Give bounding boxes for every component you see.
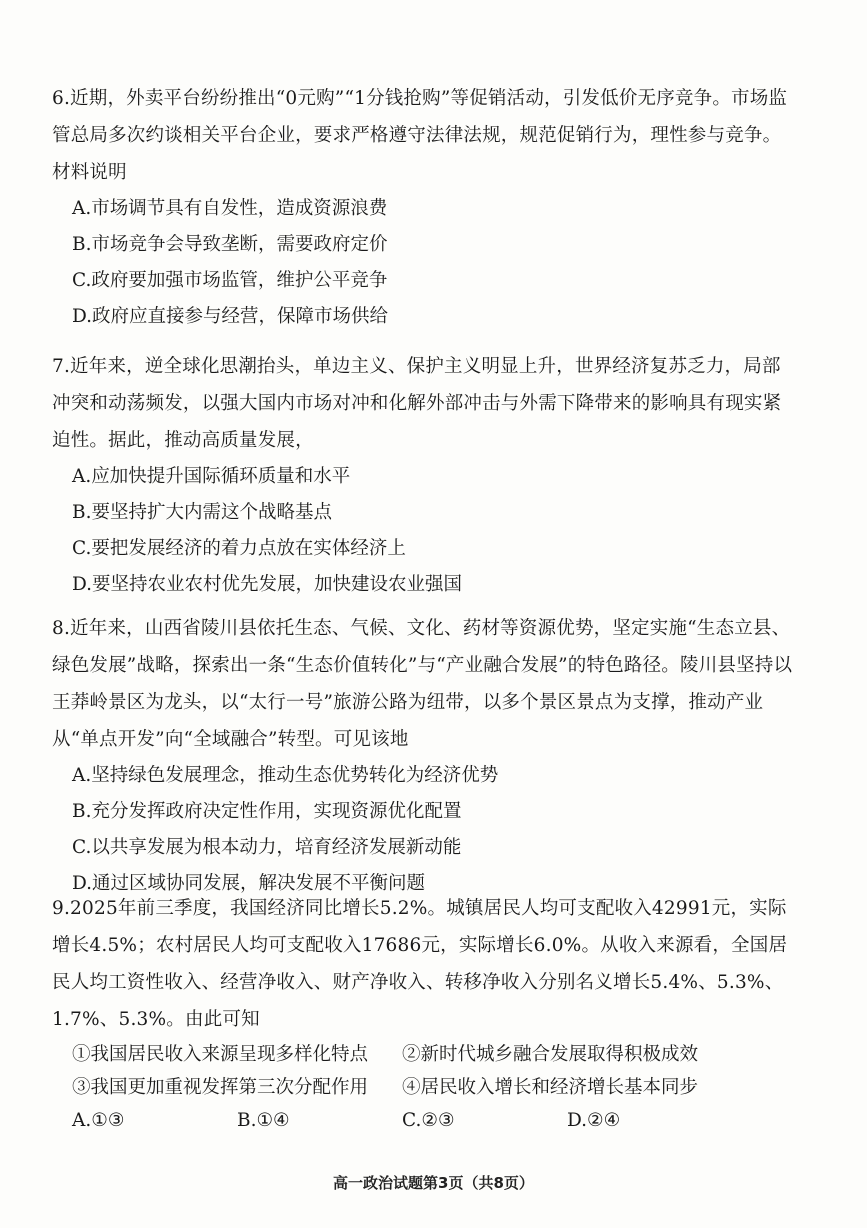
option-d: D.通过区域协同发展，解决发展不平衡问题 bbox=[72, 873, 426, 894]
option-d: D.②④ bbox=[567, 1110, 621, 1131]
option-a: A.①③ bbox=[72, 1110, 125, 1131]
option-d: D.要坚持农业农村优先发展，加快建设农业强国 bbox=[72, 574, 463, 595]
statement-1: ①我国居民收入来源呈现多样化特点 bbox=[72, 1044, 369, 1065]
page-footer: 高一政治试题第3页（共8页） bbox=[333, 1174, 534, 1192]
option-c: C.②③ bbox=[402, 1110, 455, 1131]
question-7 bbox=[52, 348, 797, 603]
option-b: B.①④ bbox=[237, 1110, 290, 1131]
option-c: C.要把发展经济的着力点放在实体经济上 bbox=[72, 538, 406, 559]
option-a: A.坚持绿色发展理念，推动生态优势转化为经济优势 bbox=[72, 765, 499, 786]
question-stem: 7.近年来，逆全球化思潮抬头，单边主义、保护主义明显上升，世界经济复苏乏力，局部冲突和动荡频发，以强大国内市场对冲和化解外部冲击与外需下降带来的影响具有现实紧迫性。据此，推动高质量发展， bbox=[52, 356, 782, 451]
option-b: B.充分发挥政府决定性作用，实现资源优化配置 bbox=[72, 801, 462, 822]
option-row bbox=[52, 1104, 797, 1138]
question-8 bbox=[52, 610, 797, 902]
option-c: C.以共享发展为根本动力，培育经济发展新动能 bbox=[72, 837, 462, 858]
question-6 bbox=[52, 80, 797, 335]
option-b: B.要坚持扩大内需这个战略基点 bbox=[72, 502, 332, 523]
statement-2: ②新时代城乡融合发展取得积极成效 bbox=[402, 1044, 699, 1065]
option-a: A.应加快提升国际循环质量和水平 bbox=[72, 466, 351, 487]
option-b: B.市场竞争会导致垄断，需要政府定价 bbox=[72, 234, 388, 255]
option-a: A.市场调节具有自发性，造成资源浪费 bbox=[72, 198, 388, 219]
question-9 bbox=[52, 890, 797, 1138]
option-c: C.政府要加强市场监管，维护公平竞争 bbox=[72, 270, 388, 291]
statement-3: ③我国更加重视发挥第三次分配作用 bbox=[72, 1077, 369, 1098]
question-stem: 6.近期，外卖平台纷纷推出“0元购”“1分钱抢购”等促销活动，引发低价无序竞争。市场监管总局多次约谈相关平台企业，要求严格遵守法律法规，规范促销行为，理性参与竞争。材料说明 bbox=[52, 88, 788, 183]
question-stem: 8.近年来，山西省陵川县依托生态、气候、文化、药材等资源优势，坚定实施“生态立县、绿色发展”战略，探索出一条“生态价值转化”与“产业融合发展”的特色路径。陵川县坚持以王莽岭景区为龙头，以“太行一号”旅游公路为纽带，以多个景区景点为支撑，推动产业从“单点开发”向“全域融合”转型。可见该地 bbox=[52, 618, 793, 750]
statement-list bbox=[52, 1038, 797, 1104]
question-stem: 9.2025年前三季度，我国经济同比增长5.2%。城镇居民人均可支配收入42991元，实际增长4.5%；农村居民人均可支配收入17686元，实际增长6.0%。从收入来源看，全国居民人均工资性收入、经营净收入、财产净收入、转移净收入分别名义增长5.4%、5.3%、1.7%、5.3%。由此可知 bbox=[52, 898, 788, 1030]
option-d: D.政府应直接参与经营，保障市场供给 bbox=[72, 306, 389, 327]
statement-4: ④居民收入增长和经济增长基本同步 bbox=[402, 1077, 699, 1098]
